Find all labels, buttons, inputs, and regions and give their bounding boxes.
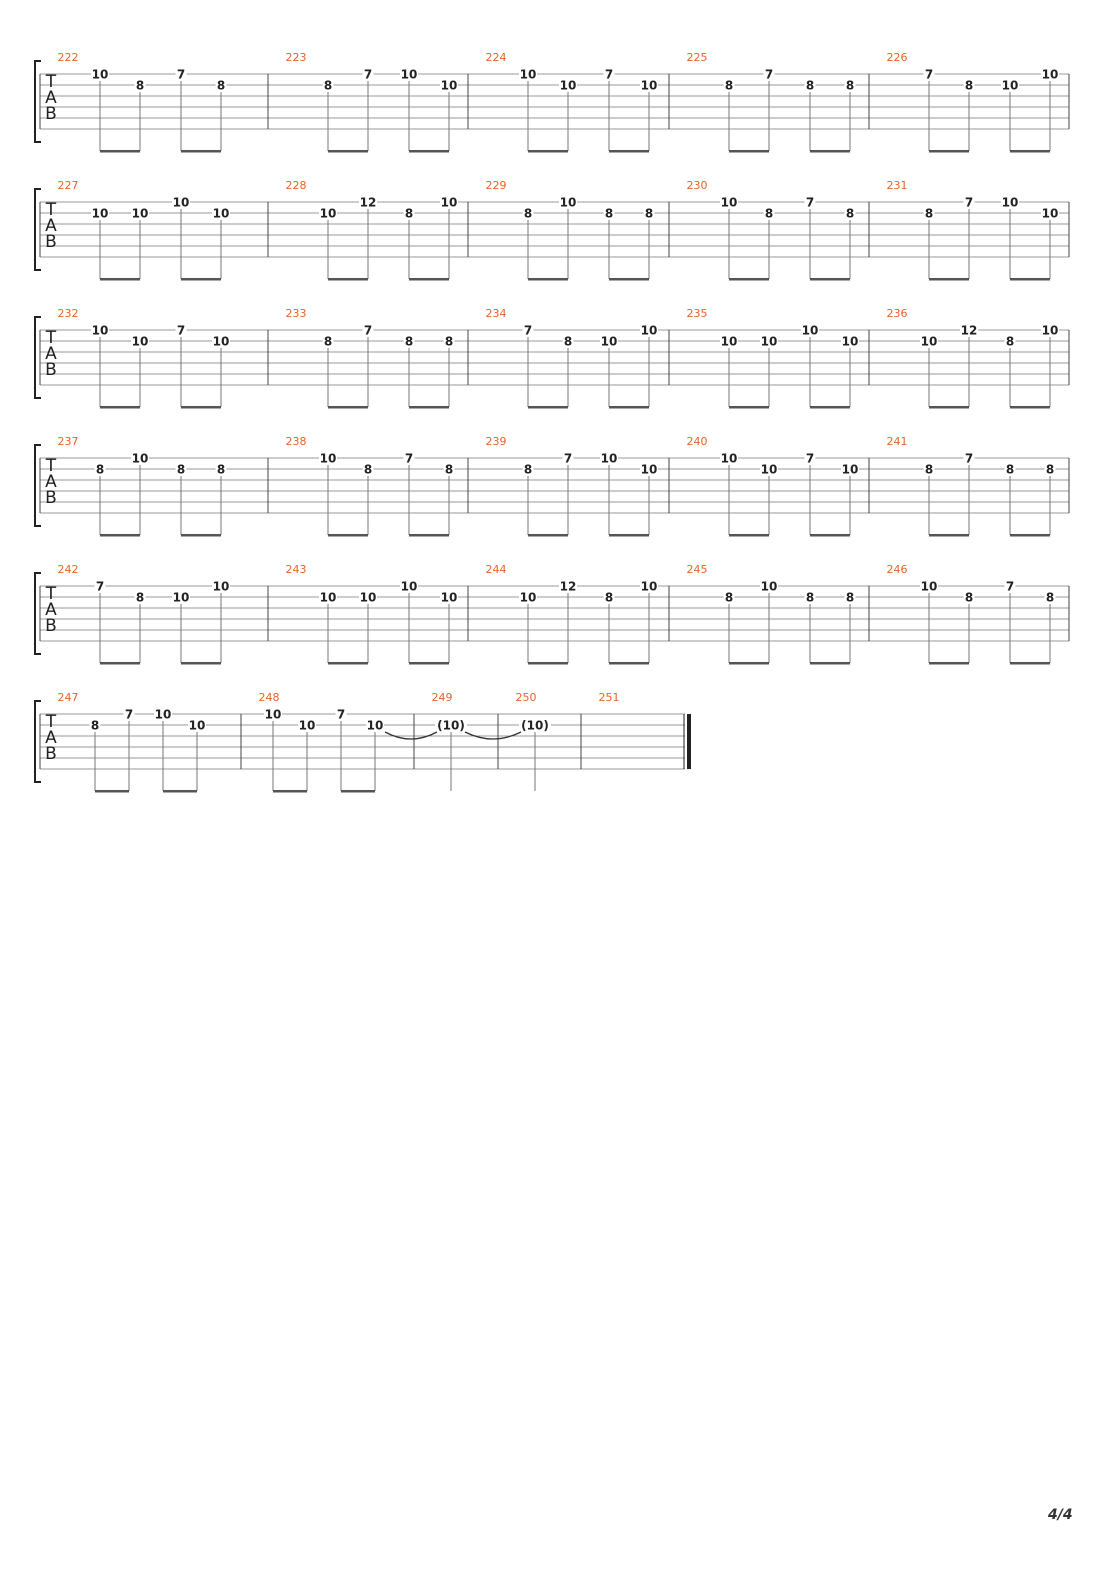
- measure: [887, 307, 1060, 409]
- fret-number: 10: [154, 707, 172, 722]
- measure: [486, 563, 659, 665]
- tab-system: [35, 691, 691, 793]
- fret-number: 7: [964, 451, 974, 466]
- fret-number: 10: [440, 78, 458, 93]
- fret-number: 8: [563, 334, 573, 349]
- measure-number: 226: [886, 51, 908, 64]
- measure: [887, 51, 1060, 153]
- fret-number: 7: [124, 707, 134, 722]
- beam: [609, 534, 649, 537]
- fret-number: 10: [91, 67, 109, 82]
- fret-number: 7: [523, 323, 533, 338]
- fret-number: 8: [404, 334, 414, 349]
- fret-number: 10: [298, 718, 316, 733]
- fret-number: 10: [760, 462, 778, 477]
- beam: [528, 534, 568, 537]
- beam: [810, 150, 850, 153]
- fret-number: 10: [212, 206, 230, 221]
- beam: [181, 662, 221, 665]
- fret-number: 8: [323, 78, 333, 93]
- beam: [181, 406, 221, 409]
- fret-number: 10: [131, 451, 149, 466]
- measure-number: 224: [485, 51, 507, 64]
- fret-number: (10): [437, 718, 465, 733]
- beam: [100, 662, 140, 665]
- beam: [609, 150, 649, 153]
- fret-number: 10: [801, 323, 819, 338]
- measure-number: 242: [57, 563, 79, 576]
- beam: [810, 406, 850, 409]
- fret-number: 8: [924, 462, 934, 477]
- measure: [259, 691, 385, 793]
- fret-number: 10: [319, 451, 337, 466]
- measure-number: 246: [886, 563, 908, 576]
- fret-number: 7: [563, 451, 573, 466]
- fret-number: 10: [720, 451, 738, 466]
- measure-number: 230: [686, 179, 708, 192]
- fret-number: 10: [640, 78, 658, 93]
- fret-number: 8: [444, 334, 454, 349]
- tab-clef-letter: T: [45, 456, 57, 476]
- tab-clef-letter: B: [45, 360, 57, 380]
- beam: [528, 278, 568, 281]
- measure: [58, 307, 231, 409]
- measure-number: 239: [485, 435, 507, 448]
- beam: [528, 406, 568, 409]
- fret-number: 8: [1045, 462, 1055, 477]
- fret-number: 10: [841, 462, 859, 477]
- tab-clef-letter: A: [45, 88, 57, 108]
- beam: [929, 534, 969, 537]
- beam: [929, 662, 969, 665]
- measure-number: 240: [686, 435, 708, 448]
- fret-number: (10): [521, 718, 549, 733]
- measure: [58, 563, 231, 665]
- fret-number: 10: [760, 334, 778, 349]
- measure-number: 237: [57, 435, 79, 448]
- measure-number: 248: [258, 691, 280, 704]
- fret-number: 10: [366, 718, 384, 733]
- beam: [95, 790, 129, 793]
- fret-number: 8: [805, 590, 815, 605]
- measure: [887, 435, 1056, 537]
- fret-number: 7: [95, 579, 105, 594]
- fret-number: 7: [336, 707, 346, 722]
- measure-number: 244: [485, 563, 507, 576]
- fret-number: 10: [188, 718, 206, 733]
- measure: [286, 51, 459, 153]
- measure-number: 250: [515, 691, 537, 704]
- beam: [181, 534, 221, 537]
- beam: [328, 662, 368, 665]
- fret-number: 10: [131, 206, 149, 221]
- beam: [810, 662, 850, 665]
- fret-number: 8: [924, 206, 934, 221]
- fret-number: 7: [363, 323, 373, 338]
- tab-clef-letter: T: [45, 72, 57, 92]
- fret-number: 8: [523, 206, 533, 221]
- fret-number: 10: [1001, 195, 1019, 210]
- measure: [286, 563, 459, 665]
- tab-clef-letter: A: [45, 344, 57, 364]
- tab-clef-letter: B: [45, 616, 57, 636]
- beam: [729, 150, 769, 153]
- fret-number: 8: [135, 590, 145, 605]
- fret-number: 10: [519, 67, 537, 82]
- tab-system: [35, 563, 1069, 665]
- fret-number: 8: [764, 206, 774, 221]
- fret-number: 8: [644, 206, 654, 221]
- measure-number: 228: [285, 179, 307, 192]
- beam: [100, 278, 140, 281]
- beam: [273, 790, 307, 793]
- measure-number: 225: [686, 51, 708, 64]
- measure: [486, 307, 659, 409]
- fret-number: 8: [805, 78, 815, 93]
- beam: [528, 662, 568, 665]
- fret-number: 8: [216, 78, 226, 93]
- beam: [100, 150, 140, 153]
- beam: [810, 278, 850, 281]
- beam: [409, 662, 449, 665]
- fret-number: 7: [363, 67, 373, 82]
- measure: [887, 179, 1060, 281]
- tab-system: [35, 179, 1069, 281]
- fret-number: 10: [212, 579, 230, 594]
- fret-number: 8: [1005, 334, 1015, 349]
- measure-number: 223: [285, 51, 307, 64]
- fret-number: 8: [95, 462, 105, 477]
- measure: [432, 691, 468, 791]
- measure-number: 251: [598, 691, 620, 704]
- fret-number: 7: [404, 451, 414, 466]
- beam: [609, 406, 649, 409]
- beam: [609, 662, 649, 665]
- fret-number: 8: [176, 462, 186, 477]
- fret-number: 10: [440, 195, 458, 210]
- fret-number: 8: [724, 590, 734, 605]
- final-barline-thick: [687, 714, 691, 769]
- beam: [729, 278, 769, 281]
- fret-number: 8: [523, 462, 533, 477]
- fret-number: 7: [604, 67, 614, 82]
- beam: [528, 150, 568, 153]
- measure: [486, 435, 659, 537]
- tab-system: [35, 51, 1069, 153]
- measure-number: 235: [686, 307, 708, 320]
- beam: [729, 534, 769, 537]
- measure: [286, 307, 455, 409]
- tab-clef-letter: A: [45, 728, 57, 748]
- measure: [486, 179, 655, 281]
- tab-clef-letter: B: [45, 104, 57, 124]
- fret-number: 10: [519, 590, 537, 605]
- measure-number: 232: [57, 307, 79, 320]
- beam: [1010, 278, 1050, 281]
- fret-number: 10: [1041, 67, 1059, 82]
- beam: [341, 790, 375, 793]
- beam: [163, 790, 197, 793]
- fret-number: 10: [559, 195, 577, 210]
- measure: [58, 51, 227, 153]
- fret-number: 8: [845, 206, 855, 221]
- fret-number: 10: [1041, 206, 1059, 221]
- measure: [687, 307, 860, 409]
- measure-number: 231: [886, 179, 908, 192]
- measure-number: 247: [57, 691, 79, 704]
- measure: [286, 179, 459, 281]
- fret-number: 8: [323, 334, 333, 349]
- fret-number: 8: [444, 462, 454, 477]
- tab-clef-letter: B: [45, 232, 57, 252]
- tab-clef-letter: A: [45, 600, 57, 620]
- fret-number: 10: [640, 323, 658, 338]
- fret-number: 10: [720, 195, 738, 210]
- fret-number: 10: [920, 334, 938, 349]
- fret-number: 12: [559, 579, 577, 594]
- fret-number: 8: [724, 78, 734, 93]
- fret-number: 10: [212, 334, 230, 349]
- measure: [58, 435, 227, 537]
- fret-number: 7: [964, 195, 974, 210]
- measure-number: 222: [57, 51, 79, 64]
- fret-number: 8: [135, 78, 145, 93]
- beam: [100, 406, 140, 409]
- measure-number: 236: [886, 307, 908, 320]
- measure: [687, 435, 860, 537]
- beam: [929, 278, 969, 281]
- measure-number: 233: [285, 307, 307, 320]
- fret-number: 8: [604, 590, 614, 605]
- beam: [100, 534, 140, 537]
- tab-clef-letter: A: [45, 216, 57, 236]
- beam: [609, 278, 649, 281]
- measure: [887, 563, 1056, 665]
- fret-number: 10: [600, 451, 618, 466]
- fret-number: 10: [1041, 323, 1059, 338]
- beam: [1010, 150, 1050, 153]
- beam: [810, 534, 850, 537]
- fret-number: 7: [805, 195, 815, 210]
- beam: [1010, 534, 1050, 537]
- fret-number: 12: [960, 323, 978, 338]
- fret-number: 10: [841, 334, 859, 349]
- fret-number: 10: [760, 579, 778, 594]
- beam: [328, 406, 368, 409]
- fret-number: 10: [91, 206, 109, 221]
- tab-system: [35, 435, 1069, 537]
- fret-number: 10: [319, 590, 337, 605]
- measure: [687, 563, 856, 665]
- fret-number: 8: [404, 206, 414, 221]
- tab-clef-letter: T: [45, 584, 57, 604]
- fret-number: 10: [131, 334, 149, 349]
- beam: [929, 150, 969, 153]
- fret-number: 8: [964, 78, 974, 93]
- measure-number: 229: [485, 179, 507, 192]
- measure-number: 227: [57, 179, 79, 192]
- measure-number: 249: [431, 691, 453, 704]
- fret-number: 10: [359, 590, 377, 605]
- fret-number: 8: [845, 590, 855, 605]
- fret-number: 10: [440, 590, 458, 605]
- fret-number: 8: [216, 462, 226, 477]
- tab-clef-letter: A: [45, 472, 57, 492]
- fret-number: 10: [319, 206, 337, 221]
- measure: [599, 691, 620, 704]
- beam: [181, 150, 221, 153]
- tab-clef-letter: T: [45, 712, 57, 732]
- beam: [328, 278, 368, 281]
- fret-number: 10: [264, 707, 282, 722]
- fret-number: 10: [559, 78, 577, 93]
- fret-number: 8: [604, 206, 614, 221]
- measure-number: 241: [886, 435, 908, 448]
- fret-number: 10: [400, 579, 418, 594]
- beam: [409, 534, 449, 537]
- fret-number: 10: [720, 334, 738, 349]
- fret-number: 10: [640, 462, 658, 477]
- beam: [409, 150, 449, 153]
- tab-clef-letter: T: [45, 200, 57, 220]
- measure-number: 243: [285, 563, 307, 576]
- measure: [58, 691, 207, 793]
- beam: [181, 278, 221, 281]
- fret-number: 10: [600, 334, 618, 349]
- tab-system: [35, 307, 1069, 409]
- page-number: 4/4: [1048, 1507, 1073, 1523]
- fret-number: 7: [1005, 579, 1015, 594]
- measure-number: 234: [485, 307, 507, 320]
- tab-clef-letter: B: [45, 744, 57, 764]
- fret-number: 10: [640, 579, 658, 594]
- measure: [286, 435, 455, 537]
- measure-number: 238: [285, 435, 307, 448]
- fret-number: 10: [400, 67, 418, 82]
- fret-number: 7: [764, 67, 774, 82]
- fret-number: 8: [90, 718, 100, 733]
- fret-number: 10: [920, 579, 938, 594]
- beam: [328, 150, 368, 153]
- measure: [687, 51, 856, 153]
- fret-number: 7: [176, 67, 186, 82]
- fret-number: 10: [91, 323, 109, 338]
- beam: [328, 534, 368, 537]
- fret-number: 12: [359, 195, 377, 210]
- fret-number: 7: [805, 451, 815, 466]
- beam: [729, 662, 769, 665]
- fret-number: 7: [924, 67, 934, 82]
- fret-number: 10: [1001, 78, 1019, 93]
- measure: [516, 691, 552, 791]
- measure: [687, 179, 856, 281]
- measure-number: 245: [686, 563, 708, 576]
- beam: [409, 278, 449, 281]
- fret-number: 7: [176, 323, 186, 338]
- tab-clef-letter: T: [45, 328, 57, 348]
- measure: [58, 179, 231, 281]
- fret-number: 10: [172, 195, 190, 210]
- fret-number: 8: [1005, 462, 1015, 477]
- fret-number: 8: [363, 462, 373, 477]
- beam: [1010, 406, 1050, 409]
- beam: [929, 406, 969, 409]
- fret-number: 8: [1045, 590, 1055, 605]
- beam: [1010, 662, 1050, 665]
- beam: [729, 406, 769, 409]
- fret-number: 10: [172, 590, 190, 605]
- fret-number: 8: [964, 590, 974, 605]
- fret-number: 8: [845, 78, 855, 93]
- beam: [409, 406, 449, 409]
- tab-clef-letter: B: [45, 488, 57, 508]
- measure: [486, 51, 659, 153]
